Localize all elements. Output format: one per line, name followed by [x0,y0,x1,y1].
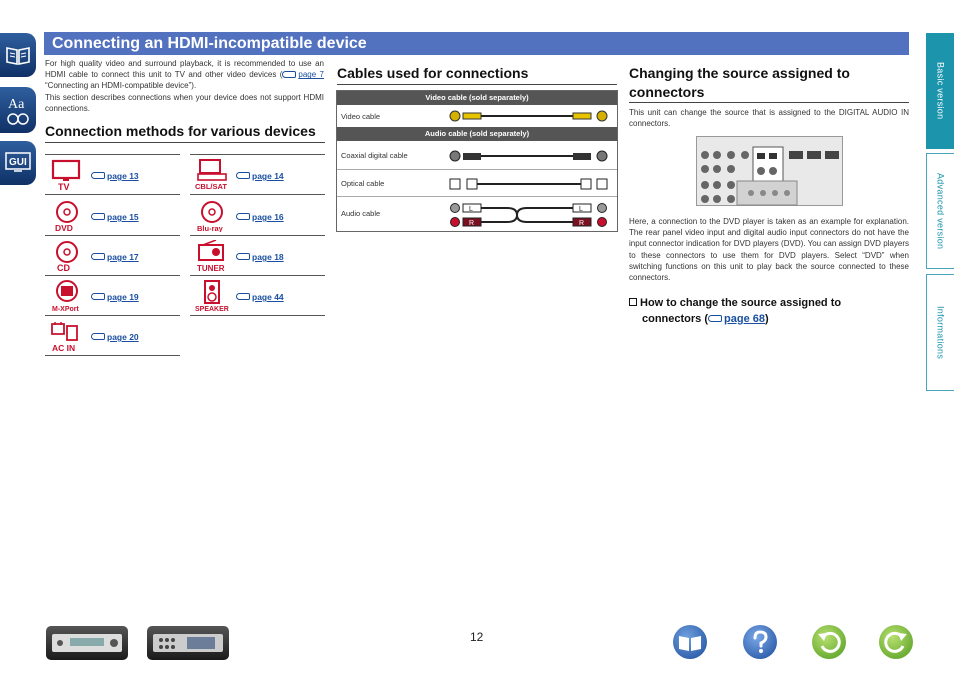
divider [629,102,909,103]
blu-ray-disc-icon [194,200,230,232]
receiver-front-icon [46,626,128,660]
method-item-blu-ray[interactable] [190,196,325,236]
receiver-rear-icon [147,626,229,660]
power-plug-icon [49,320,85,352]
page-link-label: page 19 [107,292,139,302]
page-ref-icon [91,293,105,300]
gui-button[interactable] [0,141,36,185]
tab-informations[interactable] [926,274,954,391]
svg-text:GUI: GUI [9,157,27,168]
page-link [91,332,139,342]
page-number: 12 [470,630,484,644]
radio-icon [194,240,230,272]
page-link-label: page 16 [252,212,284,222]
book-icon [5,44,31,66]
rear-panel-image [696,136,843,206]
svg-text:Aa: Aa [8,97,25,112]
intro-text-part: “Connecting an HDMI-compatible device”). [45,81,197,91]
svg-text:DVD: DVD [55,223,73,232]
page-link [91,171,139,181]
page-title: Connecting an HDMI-incompatible device [44,32,909,55]
page-ref-icon [236,172,250,179]
rear-panel-button[interactable] [147,626,229,660]
method-item-tv[interactable] [45,155,180,195]
svg-text:TUNER: TUNER [197,264,225,272]
subheading-line: connectors ( [642,313,709,325]
page-ref-icon [91,213,105,220]
page-ref-icon [91,253,105,260]
cable-label: Video cable [341,112,381,121]
page-ref-icon [236,253,250,260]
svg-text:R: R [469,220,475,227]
page-link-label: page 13 [107,171,139,181]
svg-text:Blu-ray: Blu-ray [197,224,223,232]
svg-text:L: L [579,206,583,213]
coaxial-cable-row [337,142,617,169]
subheading-line: ) [764,313,769,325]
cables-heading: Cables used for connections [337,65,529,81]
page-7-link[interactable]: page 7 [298,70,324,80]
method-item-ac-in[interactable] [45,316,180,356]
cable-label: Coaxial digital cable [341,151,408,160]
svg-text:L: L [469,206,473,213]
subheading-line: How to change the source assigned to [640,297,842,309]
back-button[interactable] [812,625,846,659]
intro-text-part: This section describes connections when your device does not support HDMI connections. [45,92,324,113]
tab-label: Advanced version [935,172,946,250]
page-link [91,292,139,302]
svg-text:CD: CD [57,263,70,272]
source-explanation: Here, a connection to the DVD player is taken as an example for explanation. The rear panel video input and digital audio input connectors do not have the input connector indication for DVD players (DVD). You can assign DVD players to these connectors to use them for DVD players. Select “DVD” when switching functions on this unit to play back the source connected to these connectors. [629,217,909,283]
help-button[interactable] [743,625,777,659]
tab-advanced-version[interactable] [926,153,954,269]
intro-text-part: For high quality video and surround playback, it is recommended to use an HDMI cable to connect this unit to TV and other video devices ( [45,59,324,80]
method-item-speaker[interactable] [190,276,325,316]
heading-line: Changing the source assigned to [629,65,850,81]
svg-text:M-XPort: M-XPort [52,306,79,312]
page-ref-icon [282,71,296,78]
tab-basic-version[interactable] [926,33,954,149]
page-link-label: page 18 [252,252,284,262]
page-ref-icon [91,172,105,179]
glossary-icon [4,92,32,128]
method-item-cbl-sat[interactable] [190,155,325,195]
page-ref-icon [91,333,105,340]
question-mark-icon [743,625,777,659]
gui-icon [4,151,32,175]
svg-text:AC IN: AC IN [52,343,76,352]
method-item-m-xport[interactable] [45,276,180,316]
page-link-label: page 44 [252,292,284,302]
speaker-icon [194,280,230,312]
page-ref-icon [236,293,250,300]
cable-label: Audio cable [341,209,381,218]
front-panel-button[interactable] [46,626,128,660]
page-link [236,171,284,181]
intro-text [45,58,324,114]
method-item-dvd[interactable] [45,196,180,236]
how-to-change-source [629,295,841,327]
audio-cable-header: Audio cable (sold separately) [337,127,617,141]
page-link-label: page 14 [252,171,284,181]
divider [45,142,325,143]
svg-text:R: R [579,220,585,227]
method-item-tuner[interactable] [190,236,325,276]
tv-icon [49,159,85,191]
dvd-disc-icon [49,200,85,232]
video-cable-diagram [447,108,612,124]
audio-cable-diagram [447,200,612,230]
contents-button[interactable] [673,625,707,659]
page-link-label: page 15 [107,212,139,222]
tab-label: Informations [935,305,946,360]
tab-label: Basic version [935,62,946,120]
back-arrow-icon [812,625,846,659]
set-top-box-icon [194,159,230,191]
coaxial-cable-diagram [447,147,612,165]
cd-disc-icon [49,240,85,272]
contents-book-button[interactable] [0,33,36,77]
page-link-label: page 20 [107,332,139,342]
page-link [91,212,139,222]
page-ref-icon [708,315,722,322]
source-heading [629,64,909,102]
glossary-button[interactable] [0,87,36,133]
m-xport-icon [49,280,85,312]
page-link [91,252,139,262]
page-link [236,212,284,222]
page-link [236,292,284,302]
svg-text:TV: TV [58,182,70,191]
audio-cable-row [337,196,617,232]
page-ref-icon [236,213,250,220]
page-link-label: page 17 [107,252,139,262]
forward-arrow-icon [879,625,913,659]
book-icon [673,625,707,659]
video-cable-header: Video cable (sold separately) [337,91,617,105]
optical-cable-diagram [447,175,612,193]
svg-text:SPEAKER: SPEAKER [195,306,229,312]
optical-cable-row [337,169,617,196]
heading-line: connectors [629,84,705,100]
divider [337,84,617,85]
checkbox-bullet-icon [629,298,637,306]
video-cable-row [337,105,617,127]
methods-heading: Connection methods for various devices [45,123,316,139]
method-item-cd[interactable] [45,236,180,276]
page-link [236,252,284,262]
cable-label: Optical cable [341,179,385,188]
page-68-link[interactable]: page 68 [724,313,765,325]
forward-button[interactable] [879,625,913,659]
source-description: This unit can change the source that is assigned to the DIGITAL AUDIO IN connectors. [629,108,909,129]
cable-table [336,90,618,232]
rear-panel-illustration [697,137,844,207]
svg-text:CBL/SAT: CBL/SAT [195,182,227,191]
